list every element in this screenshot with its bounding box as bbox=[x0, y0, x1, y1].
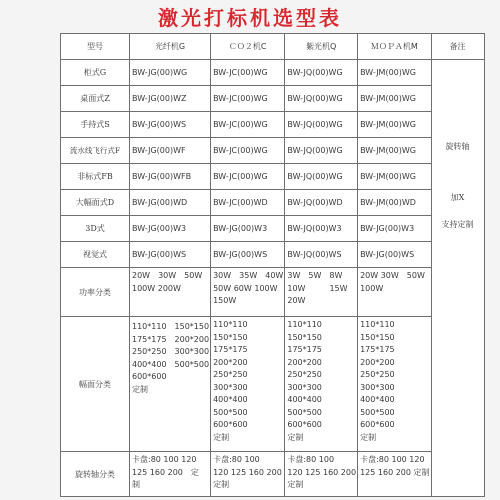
power-line: 10W 15W bbox=[287, 283, 348, 293]
header-uv: 紫光机Q bbox=[285, 34, 358, 60]
size-line: 300*300 bbox=[360, 382, 395, 392]
model-cell: BW-JQ(00)WD bbox=[285, 190, 358, 216]
power-line: 20W 30W 50W bbox=[132, 271, 203, 280]
note-line: 支持定制 bbox=[441, 220, 474, 229]
model-cell: BW-JG(00)WF bbox=[130, 138, 211, 164]
model-cell: BW-JC(00)WG bbox=[211, 112, 285, 138]
model-cell: BW-JQ(00)WG bbox=[285, 164, 358, 190]
rotation-line: 制 bbox=[132, 480, 140, 489]
header-note: 备注 bbox=[431, 34, 484, 60]
power-line: 100W 200W bbox=[132, 283, 181, 293]
size-cell bbox=[130, 317, 211, 452]
rotation-line: 卡盘:80 100 120 bbox=[132, 455, 197, 464]
size-line: 150*150 bbox=[287, 332, 322, 342]
size-line: 250*250 bbox=[287, 370, 322, 379]
table-row bbox=[61, 86, 485, 112]
model-cell: BW-JG(00)WZ bbox=[130, 86, 211, 112]
rotation-line: 定制 bbox=[213, 480, 230, 489]
header-model: 型号 bbox=[61, 34, 130, 60]
rotation-line: 卡盘:80 100 bbox=[213, 455, 260, 464]
size-line: 600*600 bbox=[132, 372, 167, 381]
model-cell: BW-JM(00)WG bbox=[358, 164, 431, 190]
row-label: 桌面式Z bbox=[61, 86, 130, 112]
size-line: 600*600 bbox=[287, 420, 322, 429]
power-line: 150W bbox=[213, 296, 237, 305]
size-line: 400*400 bbox=[360, 395, 395, 404]
table-row-power bbox=[61, 268, 485, 317]
model-cell: BW-JC(00)WD bbox=[211, 190, 285, 216]
size-line: 定制 bbox=[360, 432, 377, 442]
size-line: 110*110 150*150 bbox=[132, 322, 210, 331]
size-line: 250*250 300*300 bbox=[132, 347, 210, 356]
size-line: 500*500 bbox=[287, 407, 322, 417]
header-fiber: 光纤机G bbox=[130, 34, 211, 60]
size-line: 175*175 bbox=[213, 345, 248, 354]
size-line: 110*110 bbox=[213, 320, 248, 329]
model-cell: BW-JG(00)WFB bbox=[130, 164, 211, 190]
size-line: 175*175 bbox=[287, 345, 322, 354]
row-label: 流水线飞行式F bbox=[61, 138, 130, 164]
table-row-rotation bbox=[61, 452, 485, 497]
model-cell: BW-JC(00)WG bbox=[211, 60, 285, 86]
row-label: 3D式 bbox=[61, 216, 130, 242]
model-cell: BW-JM(00)WG bbox=[358, 86, 431, 112]
row-label: 柜式G bbox=[61, 60, 130, 86]
size-line: 定制 bbox=[213, 432, 230, 442]
power-line: 100W bbox=[360, 283, 384, 293]
note-line: 旋转轴 bbox=[445, 142, 470, 151]
size-line: 200*200 bbox=[360, 357, 395, 367]
size-line: 150*150 bbox=[213, 332, 248, 342]
size-line: 600*600 bbox=[213, 420, 248, 429]
row-label: 手持式S bbox=[61, 112, 130, 138]
note-line: 加X bbox=[450, 193, 465, 202]
size-cell bbox=[358, 317, 431, 452]
page-title: 激光打标机选型表 bbox=[158, 6, 342, 30]
note-cell bbox=[431, 60, 484, 497]
size-line: 250*250 bbox=[360, 370, 395, 379]
table-row bbox=[61, 216, 485, 242]
row-label: 旋转轴分类 bbox=[61, 452, 130, 497]
table-row bbox=[61, 138, 485, 164]
model-cell: BW-JM(00)WG bbox=[358, 60, 431, 86]
size-line: 175*175 bbox=[360, 345, 395, 354]
power-cell bbox=[130, 268, 211, 317]
model-cell: BW-JM(00)WD bbox=[358, 190, 431, 216]
power-line: 20W bbox=[287, 296, 306, 305]
power-cell bbox=[211, 268, 285, 317]
model-cell: BW-JG(00)WS bbox=[130, 242, 211, 268]
rotation-line: 120 125 160 200 bbox=[213, 467, 282, 477]
rotation-cell bbox=[211, 452, 285, 497]
size-cell bbox=[285, 317, 358, 452]
size-line: 300*300 bbox=[287, 382, 322, 392]
model-cell: BW-JQ(00)WG bbox=[285, 86, 358, 112]
table-row bbox=[61, 190, 485, 216]
size-line: 250*250 bbox=[213, 370, 248, 379]
row-label: 功率分类 bbox=[61, 268, 130, 317]
model-cell: BW-JQ(00)W3 bbox=[285, 216, 358, 242]
table-header-row bbox=[61, 34, 485, 60]
size-line: 150*150 bbox=[360, 332, 395, 342]
size-line: 500*500 bbox=[213, 407, 248, 417]
model-cell: BW-JM(00)WG bbox=[358, 112, 431, 138]
table-row-size bbox=[61, 317, 485, 452]
model-cell: BW-JG(00)WS bbox=[211, 242, 285, 268]
power-cell bbox=[358, 268, 431, 317]
model-cell: BW-JQ(00)WS bbox=[285, 242, 358, 268]
size-line: 600*600 bbox=[360, 420, 395, 429]
model-cell: BW-JQ(00)WG bbox=[285, 112, 358, 138]
power-line: 30W 35W 40W bbox=[213, 271, 284, 280]
table-row bbox=[61, 164, 485, 190]
size-line: 定制 bbox=[132, 384, 148, 394]
rotation-line: 卡盘:80 100 bbox=[287, 455, 335, 464]
power-cell bbox=[285, 268, 358, 317]
model-cell: BW-JC(00)WG bbox=[211, 86, 285, 112]
size-line: 110*110 bbox=[360, 320, 395, 329]
rotation-line: 125 160 200 定制 bbox=[360, 467, 430, 477]
rotation-line: 卡盘:80 100 120 bbox=[360, 455, 425, 464]
table-row bbox=[61, 112, 485, 138]
power-line: 3W 5W 8W bbox=[287, 271, 343, 280]
rotation-cell bbox=[285, 452, 358, 497]
model-cell: BW-JG(00)W3 bbox=[130, 216, 211, 242]
rotation-line: 120 125 160 200 bbox=[287, 467, 357, 477]
model-cell: BW-JQ(00)WG bbox=[285, 138, 358, 164]
rotation-cell bbox=[130, 452, 211, 497]
size-line: 400*400 bbox=[287, 395, 322, 404]
model-cell: BW-JG(00)WS bbox=[130, 112, 211, 138]
table-row bbox=[61, 242, 485, 268]
row-label: 非标式FB bbox=[61, 164, 130, 190]
model-cell: BW-JG(00)W3 bbox=[358, 216, 431, 242]
selection-table bbox=[60, 33, 485, 497]
power-line: 20W 30W 50W bbox=[360, 271, 425, 280]
model-cell: BW-JG(00)WS bbox=[358, 242, 431, 268]
size-line: 400*400 bbox=[213, 395, 248, 404]
rotation-line: 125 160 200 定 bbox=[132, 467, 199, 477]
size-cell bbox=[211, 317, 285, 452]
model-cell: BW-JG(00)WG bbox=[130, 60, 211, 86]
size-line: 200*200 bbox=[287, 357, 322, 367]
model-cell: BW-JM(00)WG bbox=[358, 138, 431, 164]
size-line: 175*175 200*200 bbox=[132, 334, 210, 344]
size-line: 200*200 bbox=[213, 357, 248, 367]
row-label: 视觉式 bbox=[61, 242, 130, 268]
rotation-line: 定制 bbox=[287, 480, 304, 489]
model-cell: BW-JC(00)WG bbox=[211, 164, 285, 190]
model-cell: BW-JG(00)W3 bbox=[211, 216, 285, 242]
model-cell: BW-JC(00)WG bbox=[211, 138, 285, 164]
size-line: 500*500 bbox=[360, 407, 395, 417]
header-mopa: ＭＯＰＡ机M bbox=[358, 34, 431, 60]
size-line: 定制 bbox=[287, 432, 304, 442]
power-line: 50W 60W 100W bbox=[213, 283, 278, 293]
model-cell: BW-JG(00)WD bbox=[130, 190, 211, 216]
model-cell: BW-JQ(00)WG bbox=[285, 60, 358, 86]
size-line: 110*110 bbox=[287, 320, 322, 329]
rotation-cell bbox=[358, 452, 431, 497]
row-label: 幅面分类 bbox=[61, 317, 130, 452]
table-row bbox=[61, 60, 485, 86]
header-co2: ＣＯ２机C bbox=[211, 34, 285, 60]
size-line: 300*300 bbox=[213, 382, 248, 392]
size-line: 400*400 500*500 bbox=[132, 359, 210, 369]
row-label: 大幅面式D bbox=[61, 190, 130, 216]
